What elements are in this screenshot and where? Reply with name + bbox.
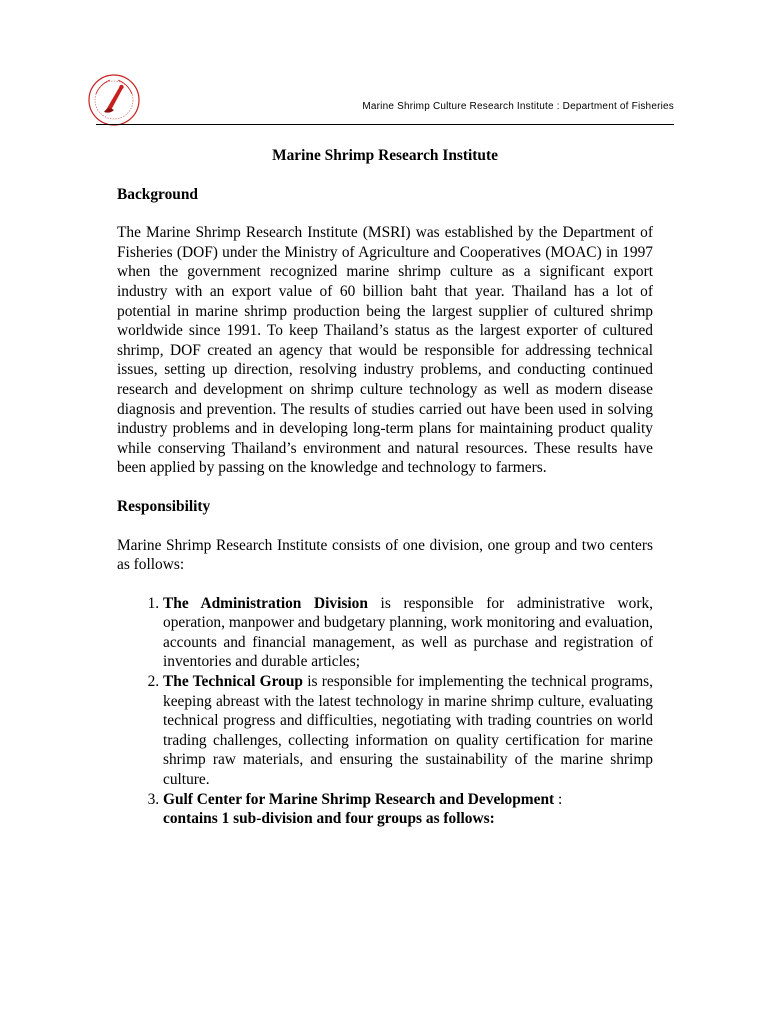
list-item xyxy=(163,594,653,672)
header-divider xyxy=(96,124,674,125)
list-item xyxy=(163,672,653,790)
list-item-title: Gulf Center for Marine Shrimp Research and Development xyxy=(163,790,555,808)
list-item xyxy=(163,790,653,829)
responsibility-list xyxy=(117,594,653,829)
responsibility-intro: Marine Shrimp Research Institute consists of one division, one group and two centers as follows: xyxy=(117,536,653,574)
list-item-text: is responsible for administrative work, operation, manpower and budgetary planning, work monitoring and evaluation, accounts and financial management, as well as purchase and registration of inventories and durable articles; xyxy=(163,594,653,671)
document-body xyxy=(117,146,653,829)
background-heading: Background xyxy=(117,185,198,203)
list-item-text: : xyxy=(554,790,563,808)
page-header: Marine Shrimp Culture Research Institute : Department of Fisheries xyxy=(362,101,674,112)
list-item-text: is responsible for implementing the technical programs, keeping abreast with the latest technology in marine shrimp culture, evaluating technical progress and difficulties, negotiating with trading countries on world trading challenges, collecting information on quality certification for marine shrimp raw materials, and ensuring the sustainability of the marine shrimp culture. xyxy=(163,673,654,789)
list-item-title: The Administration Division xyxy=(163,594,368,612)
responsibility-heading: Responsibility xyxy=(117,497,211,515)
background-paragraph: The Marine Shrimp Research Institute (MSRI) was established by the Department of Fisheries (DOF) under the Ministry of Agriculture and Cooperatives (MOAC) in 1997 when the government recognized marine shrimp culture as a significant export industry with an export value of 60 billion baht that year. Thailand has a lot of potential in marine shrimp production being the largest supplier of cultured shrimp worldwide since 1991. To keep Thailand’s status as the largest exporter of cultured shrimp, DOF created an agency that would be responsible for addressing technical issues, setting up direction, resolving industry problems, and conducting continued research and development on shrimp culture technology as well as modern disease diagnosis and prevention. The results of studies carried out have been used in solving industry problems and in developing long-term plans for maintaining product quality while conserving Thailand’s environment and natural resources. These results have been applied by passing on the knowledge and technology to farmers. xyxy=(117,224,653,477)
document-title: Marine Shrimp Research Institute xyxy=(272,147,498,164)
department-seal-icon xyxy=(86,72,142,128)
list-item-continuation: contains 1 sub-division and four groups as follows: xyxy=(163,810,495,828)
list-item-title: The Technical Group xyxy=(163,673,303,691)
